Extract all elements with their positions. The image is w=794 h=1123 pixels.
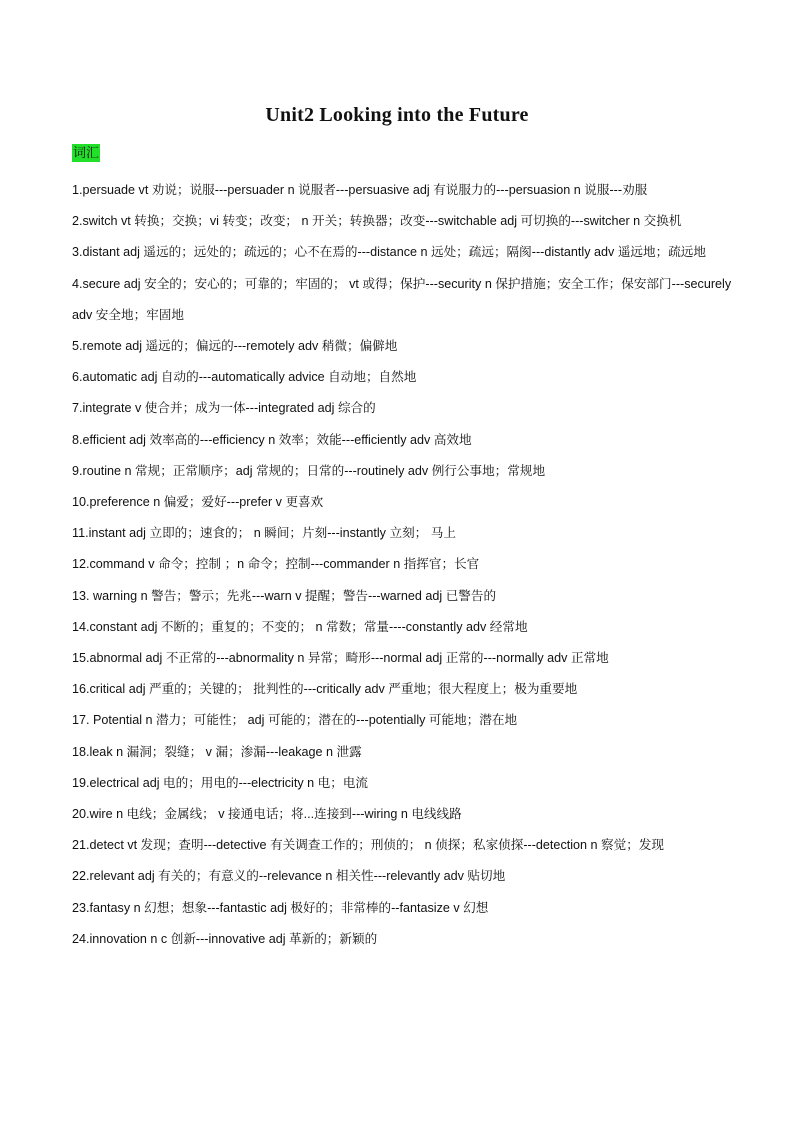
vocabulary-entry: 5.remote adj 遥远的；偏远的---remotely adv 稍微；偏僻地 [72, 339, 398, 354]
vocabulary-entry: 14.constant adj 不断的；重复的；不变的； n 常数；常量----constantly adv 经常地 [72, 619, 528, 634]
vocabulary-entry: 8.efficient adj 效率高的---efficiency n 效率；效能---efficiently adv 高效地 [72, 432, 472, 447]
vocabulary-entry: 2.switch vt 转换；交换；vi 转变；改变； n 开关；转换器；改变---switchable adj 可切换的---switcher n 交换机 [72, 214, 682, 229]
vocabulary-entry: 7.integrate v 使合并；成为一体---integrated adj 综合的 [72, 401, 376, 416]
vocabulary-entry: 1.persuade vt 劝说；说服---persuader n 说服者---persuasive adj 有说服力的---persuasion n 说服---劝服 [72, 183, 648, 197]
vocabulary-entry: 17. Potential n 潜力；可能性； adj 可能的；潜在的---potentially 可能地；潜在地 [72, 713, 518, 728]
vocabulary-entry: 18.leak n 漏洞；裂缝； v 漏；渗漏---leakage n 泄露 [72, 744, 362, 759]
vocabulary-entry: 6.automatic adj 自动的---automatically advice 自动地；自然地 [72, 370, 417, 385]
vocabulary-entry: 19.electrical adj 电的；用电的---electricity n 电；电流 [72, 775, 369, 790]
vocabulary-entry: 15.abnormal adj 不正常的---abnormality n 异常；畸形---normal adj 正常的---normally adv 正常地 [72, 651, 609, 666]
vocabulary-entry: 22.relevant adj 有关的；有意义的--relevance n 相关性---relevantly adv 贴切地 [72, 869, 506, 884]
vocabulary-entry: 21.detect vt 发现；查明---detective 有关调查工作的；刑侦的； n 侦探；私家侦探---detection n 察觉；发现 [72, 838, 665, 853]
vocabulary-entry: 4.secure adj 安全的；安心的；可靠的；牢固的； vt 或得；保护---security n 保护措施；安全工作；保安部门---securely adv 安全地；牢固地 [72, 276, 732, 322]
vocabulary-entry: 10.preference n 偏爱；爱好---prefer v 更喜欢 [72, 495, 324, 510]
vocabulary-entry: 23.fantasy n 幻想；想象---fantastic adj 极好的；非常棒的--fantasize v 幻想 [72, 900, 489, 915]
vocabulary-entry: 3.distant adj 遥远的；远处的；疏远的；心不在焉的---distance n 远处；疏远；隔阂---distantly adv 遥远地；疏远地 [72, 245, 706, 260]
vocabulary-entry: 12.command v 命令；控制 ；n 命令；控制---commander n 指挥官；长官 [72, 557, 480, 572]
vocabulary-entry: 16.critical adj 严重的；关键的； 批判性的---critically adv 严重地；很大程度上；极为重要地 [72, 682, 578, 697]
vocabulary-entry: 9.routine n 常规；正常顺序；adj 常规的；日常的---routinely adv 例行公事地；常规地 [72, 463, 546, 478]
vocabulary-entry: 11.instant adj 立即的；速食的； n 瞬间；片刻---instantly 立刻； 马上 [72, 526, 456, 541]
vocabulary-list [72, 175, 732, 955]
vocabulary-entry: 24.innovation n c 创新---innovative adj 革新的；新颖的 [72, 931, 378, 946]
vocabulary-entry: 20.wire n 电线；金属线； v 接通电话；将...连接到---wiring n 电线线路 [72, 807, 462, 822]
vocabulary-entry: 13. warning n 警告；警示；先兆---warn v 提醒；警告---warned adj 已警告的 [72, 588, 497, 603]
document-title: Unit2 Looking into the Future [265, 104, 529, 126]
section-label-vocabulary: 词汇 [73, 145, 100, 160]
